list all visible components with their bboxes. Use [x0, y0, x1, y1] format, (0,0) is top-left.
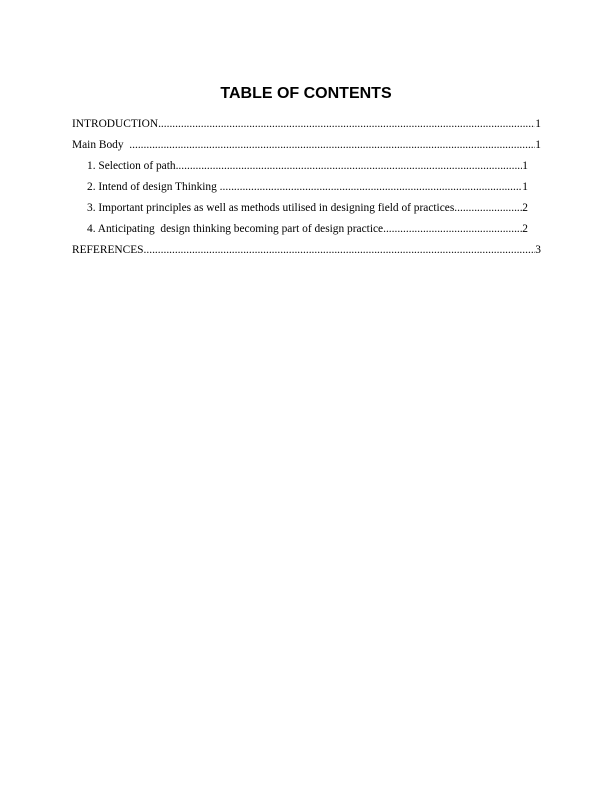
- toc-entry-page-number: 2: [522, 202, 528, 214]
- toc-dot-leader: [176, 159, 523, 173]
- toc-entry-references[interactable]: [72, 243, 541, 264]
- toc-dot-leader: [457, 201, 522, 215]
- toc-entry-label: Main Body: [72, 139, 130, 151]
- toc-entry-label: 4. Anticipating design thinking becoming part of design practice.: [87, 223, 386, 235]
- toc-entry-label: 1. Selection of path: [87, 160, 176, 172]
- toc-entry-main-body[interactable]: [72, 138, 541, 159]
- toc-entry-label: 3. Important principles as well as methods utilised in designing field of practices.: [87, 202, 458, 214]
- toc-entry-selection-of-path[interactable]: [72, 159, 541, 180]
- toc-entry-introduction[interactable]: [72, 117, 541, 138]
- toc-title: TABLE OF CONTENTS: [220, 85, 392, 102]
- toc-entry-page-number: 2: [522, 223, 528, 235]
- toc-entry-page-number: 3: [535, 244, 541, 256]
- toc-entry-page-number: 1: [522, 160, 528, 172]
- toc-entry-page-number: 1: [522, 181, 528, 193]
- toc-entry-label: INTRODUCTION: [72, 118, 159, 130]
- toc-dot-leader: [144, 243, 536, 257]
- toc-entry-anticipating-design-thinking[interactable]: [72, 222, 541, 243]
- toc-entry-page-number: 1: [535, 118, 541, 130]
- toc-list: [72, 117, 541, 264]
- toc-entry-page-number: 1: [535, 139, 541, 151]
- toc-dot-leader: [129, 138, 535, 152]
- toc-dot-leader: [386, 222, 522, 236]
- toc-entry-label: 2. Intend of design Thinking: [87, 181, 220, 193]
- toc-dot-leader: [158, 117, 535, 131]
- toc-entry-label: REFERENCES: [72, 244, 144, 256]
- toc-entry-intend-of-design-thinking[interactable]: [72, 180, 541, 201]
- toc-dot-leader: [220, 180, 523, 194]
- toc-entry-important-principles[interactable]: [72, 201, 541, 222]
